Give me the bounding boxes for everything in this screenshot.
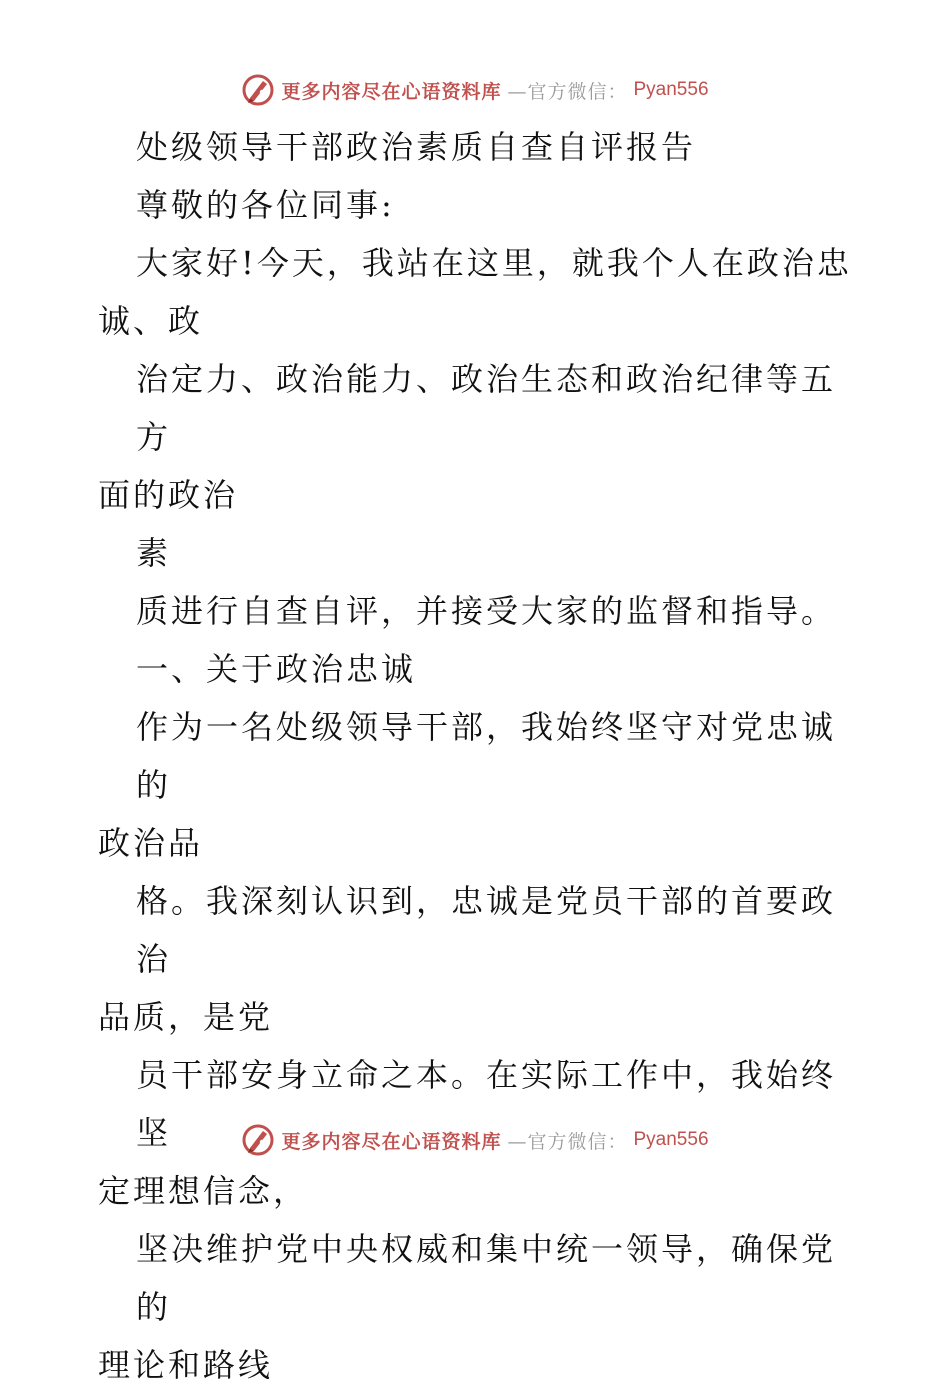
salutation: 尊敬的各位同事: <box>136 186 395 224</box>
text-line: 大家好!今天，我站在这里，就我个人在政治忠 <box>136 244 852 282</box>
banner-wechat-id: Pyan556 <box>633 79 709 100</box>
footer-banner <box>0 1120 950 1160</box>
banner-slogan: 更多内容尽在心语资料库 <box>281 1130 502 1153</box>
header-banner <box>0 70 950 110</box>
document-title: 处级领导干部政治素质自查自评报告 <box>136 128 697 166</box>
banner-wechat-id: Pyan556 <box>633 1129 709 1150</box>
text-line: 面的政治 <box>98 476 239 514</box>
banner-wechat-label: —官方微信： <box>507 1130 628 1153</box>
text-line: 品质，是党 <box>98 998 274 1036</box>
pen-logo-icon <box>241 73 275 107</box>
text-line: 员干部安身立命之本。在实际工作中，我始终坚 <box>136 1056 837 1152</box>
text-line: 政治品 <box>98 824 204 862</box>
text-line: 质进行自查自评，并接受大家的监督和指导。 <box>136 592 837 630</box>
pen-logo-icon <box>241 1123 275 1157</box>
document-body <box>98 118 858 1394</box>
banner-slogan: 更多内容尽在心语资料库 <box>281 80 502 103</box>
text-line: 治定力、政治能力、政治生态和政治纪律等五方 <box>136 360 837 456</box>
banner-wechat-label: —官方微信： <box>507 80 628 103</box>
text-line: 诚、政 <box>98 302 204 340</box>
text-line: 定理想信念， <box>98 1172 309 1210</box>
text-line: 作为一名处级领导干部，我始终坚守对党忠诚的 <box>136 708 837 804</box>
text-line: 素 <box>136 534 172 572</box>
text-line: 格。我深刻认识到，忠诚是党员干部的首要政治 <box>136 882 837 978</box>
section-heading: 一、关于政治忠诚 <box>136 650 417 688</box>
text-line: 坚决维护党中央权威和集中统一领导，确保党的 <box>136 1230 837 1326</box>
text-line: 理论和路线 <box>98 1346 274 1384</box>
